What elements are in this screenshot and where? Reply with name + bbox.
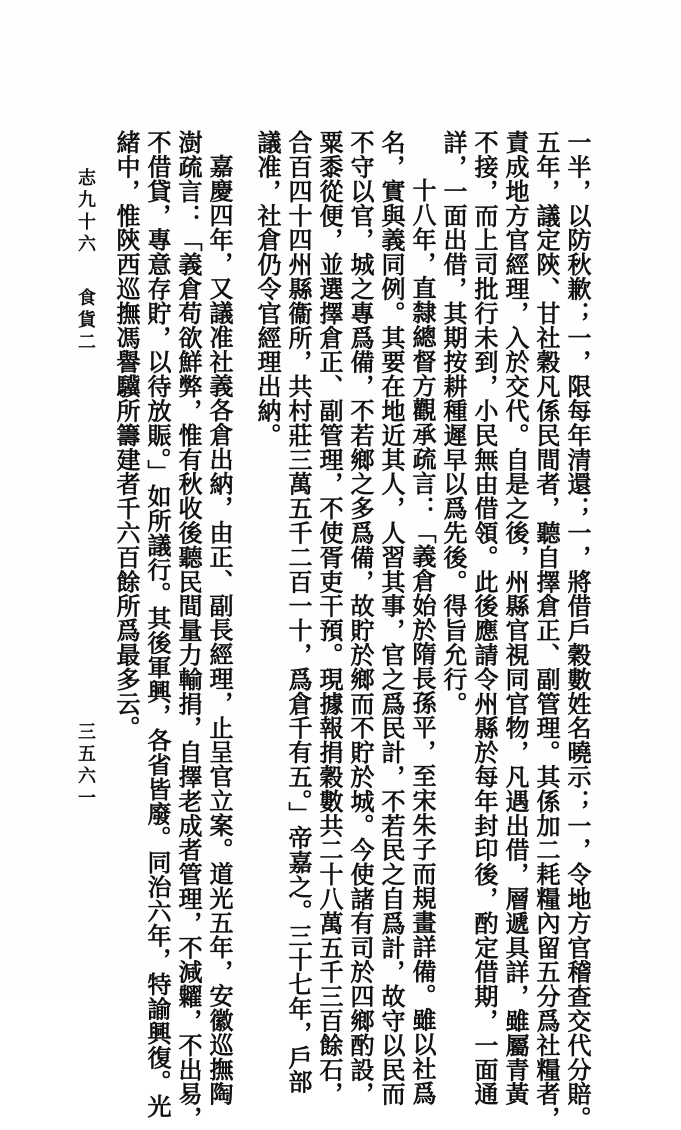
text-column-7: 名，實與義同例。其要在地近其人，人習其事，官之爲民計，不若民之自爲計，故守以民而 bbox=[377, 130, 406, 1106]
text-column-3: 責成地方官經理，入於交代。自是之後，州縣官視同官物，凡遇出借，層遞具詳，雖屬青黃 bbox=[501, 130, 530, 1106]
running-head-volume: 志九十六 bbox=[75, 168, 96, 256]
text-column-12: 嘉慶四年，又議准社義各倉出納，由正、副長經理，止呈官立案。道光五年，安徽巡撫陶 bbox=[205, 154, 234, 1106]
text-column-14: 不借貸，專意存貯，以待放賑。」如所議行。其後軍興，各省皆廢。同治六年，特諭興復。光 bbox=[143, 130, 172, 1119]
text-column-8: 不守以官，城之專爲備，不若鄉之多爲備，故貯於鄉而不貯於城。今使諸有司於四鄉酌設， bbox=[346, 130, 375, 1106]
text-column-1: 一半，以防秋歉；一，限每年清還；一，將借戶穀數姓名曉示；一，令地方官稽查交代分賠。 bbox=[563, 130, 592, 1130]
text-column-10: 合百四十四州縣衞所，共村莊三萬五千二百一十，爲倉千有五。」帝嘉之。三十七年，戶部 bbox=[284, 130, 313, 1094]
text-column-2: 五年，議定陝、甘社穀凡係民間者，聽自擇倉正、副管理。其係加二耗糧內留五分爲社糧者， bbox=[532, 130, 561, 1130]
text-column-15: 緒中，惟陝西巡撫馮譽驥所籌建者千六百餘所爲最多云。 bbox=[112, 130, 141, 740]
text-column-6: 十八年，直隸總督方觀承疏言：「義倉始於隋長孫平，至宋朱子而規畫詳備。雖以社爲 bbox=[408, 178, 437, 1106]
text-column-4: 不接，而上司批行未到，小民無由借領。此後應請令州縣於每年封印後，酌定借期，一面通 bbox=[470, 130, 499, 1106]
text-column-9: 粟黍從便，並選擇倉正、副管理，不使胥吏干預。現據報捐穀數共二十八萬五千三百餘石， bbox=[315, 130, 344, 1106]
text-column-13: 澍疏言：「義倉苟欲鮮弊，惟有秋收後聽民間量力輸捐，自擇老成者管理，不減糶，不出易， bbox=[174, 130, 203, 1130]
text-column-5: 詳，一面出借，其期按耕種遲早以爲先後。得旨允行。 bbox=[439, 130, 468, 716]
text-column-11: 議准，社倉仍令官經理出納。 bbox=[253, 130, 282, 448]
page-number: 三五六一 bbox=[75, 722, 96, 810]
running-head-section: 食貨二 bbox=[75, 288, 96, 354]
